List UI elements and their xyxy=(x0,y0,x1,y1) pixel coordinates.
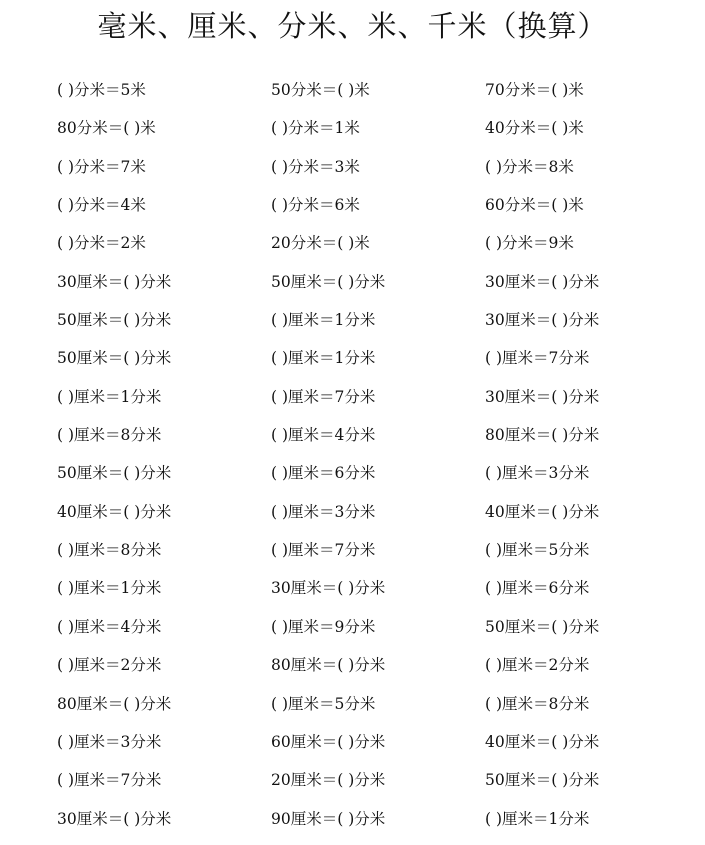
conversion-problem: 80分米＝( )米 xyxy=(57,119,156,138)
exercise-row xyxy=(57,268,697,306)
exercise-row xyxy=(57,114,697,152)
conversion-problem: 80厘米＝( )分米 xyxy=(57,694,172,713)
conversion-problem: 20厘米＝( )分米 xyxy=(271,771,386,790)
conversion-problem: 50分米＝( )米 xyxy=(271,81,370,99)
conversion-problem: 30厘米＝( )分米 xyxy=(485,311,600,330)
conversion-problem: ( )厘米＝7分米 xyxy=(271,387,376,406)
conversion-problem: ( )厘米＝1分米 xyxy=(57,387,162,406)
conversion-problem: ( )分米＝3米 xyxy=(271,157,360,176)
conversion-problem: ( )分米＝7米 xyxy=(57,157,146,176)
conversion-problem: 30厘米＝( )分米 xyxy=(485,272,600,291)
exercise-row xyxy=(57,383,697,421)
conversion-problem: ( )分米＝1米 xyxy=(271,119,360,138)
exercise-row xyxy=(57,459,697,497)
conversion-problem: ( )厘米＝5分米 xyxy=(271,694,376,713)
conversion-problem: ( )分米＝4米 xyxy=(57,196,146,215)
exercise-row xyxy=(57,498,697,536)
conversion-problem: ( )厘米＝2分米 xyxy=(485,656,590,675)
conversion-problem: ( )厘米＝1分米 xyxy=(271,349,376,368)
conversion-problem: ( )厘米＝7分米 xyxy=(271,541,376,560)
conversion-problem: 50厘米＝( )分米 xyxy=(485,617,600,636)
conversion-problem: 30厘米＝( )分米 xyxy=(57,272,172,291)
conversion-problem: ( )分米＝2米 xyxy=(57,234,146,253)
conversion-problem: ( )分米＝6米 xyxy=(271,196,360,215)
exercise-row xyxy=(57,728,697,766)
conversion-problem: 30厘米＝( )分米 xyxy=(57,809,172,828)
conversion-problem: 50厘米＝( )分米 xyxy=(57,311,172,330)
conversion-problem: 30厘米＝( )分米 xyxy=(485,387,600,406)
conversion-problem: ( )厘米＝4分米 xyxy=(271,426,376,445)
conversion-problem: 60厘米＝( )分米 xyxy=(271,732,386,751)
exercise-row xyxy=(57,153,697,191)
conversion-problem: ( )厘米＝1分米 xyxy=(271,311,376,330)
conversion-problem: ( )厘米＝1分米 xyxy=(57,579,162,598)
exercise-row xyxy=(57,191,697,229)
exercise-row xyxy=(57,690,697,728)
conversion-problem: ( )厘米＝7分米 xyxy=(485,349,590,368)
conversion-problem: ( )分米＝8米 xyxy=(485,157,574,176)
exercise-row xyxy=(57,344,697,382)
conversion-problem: 30厘米＝( )分米 xyxy=(271,579,386,598)
exercise-row xyxy=(57,574,697,612)
conversion-problem: ( )厘米＝1分米 xyxy=(485,809,590,828)
exercise-row xyxy=(57,766,697,804)
page-title: 毫米、厘米、分米、米、千米（换算） xyxy=(97,9,608,43)
conversion-problem: ( )厘米＝3分米 xyxy=(485,464,590,483)
conversion-problem: ( )厘米＝6分米 xyxy=(271,464,376,483)
exercise-row xyxy=(57,536,697,574)
exercise-row xyxy=(57,229,697,267)
conversion-problem: ( )厘米＝6分米 xyxy=(485,579,590,598)
conversion-problem: ( )厘米＝2分米 xyxy=(57,656,162,675)
conversion-problem: ( )厘米＝5分米 xyxy=(485,541,590,560)
exercise-row xyxy=(57,421,697,459)
exercise-grid xyxy=(57,76,697,843)
conversion-problem: ( )厘米＝3分米 xyxy=(57,732,162,751)
conversion-problem: ( )厘米＝7分米 xyxy=(57,771,162,790)
conversion-problem: ( )厘米＝3分米 xyxy=(271,502,376,521)
conversion-problem: 70分米＝( )米 xyxy=(485,81,584,99)
conversion-problem: 40厘米＝( )分米 xyxy=(485,502,600,521)
conversion-problem: ( )厘米＝8分米 xyxy=(57,426,162,445)
conversion-problem: ( )分米＝9米 xyxy=(485,234,574,253)
exercise-row xyxy=(57,651,697,689)
conversion-problem: 80厘米＝( )分米 xyxy=(485,426,600,445)
conversion-problem: ( )厘米＝9分米 xyxy=(271,617,376,636)
conversion-problem: 60分米＝( )米 xyxy=(485,196,584,215)
conversion-problem: ( )厘米＝8分米 xyxy=(57,541,162,560)
exercise-row xyxy=(57,76,697,114)
conversion-problem: ( )分米＝5米 xyxy=(57,81,146,99)
conversion-problem: 90厘米＝( )分米 xyxy=(271,809,386,828)
conversion-problem: 40厘米＝( )分米 xyxy=(485,732,600,751)
exercise-row xyxy=(57,805,697,843)
conversion-problem: 20分米＝( )米 xyxy=(271,234,370,253)
conversion-problem: 40分米＝( )米 xyxy=(485,119,584,138)
conversion-problem: ( )厘米＝8分米 xyxy=(485,694,590,713)
conversion-problem: 50厘米＝( )分米 xyxy=(271,272,386,291)
exercise-row xyxy=(57,306,697,344)
conversion-problem: 40厘米＝( )分米 xyxy=(57,502,172,521)
conversion-problem: 50厘米＝( )分米 xyxy=(57,464,172,483)
exercise-row xyxy=(57,613,697,651)
conversion-problem: 50厘米＝( )分米 xyxy=(57,349,172,368)
conversion-problem: ( )厘米＝4分米 xyxy=(57,617,162,636)
conversion-problem: 80厘米＝( )分米 xyxy=(271,656,386,675)
conversion-problem: 50厘米＝( )分米 xyxy=(485,771,600,790)
